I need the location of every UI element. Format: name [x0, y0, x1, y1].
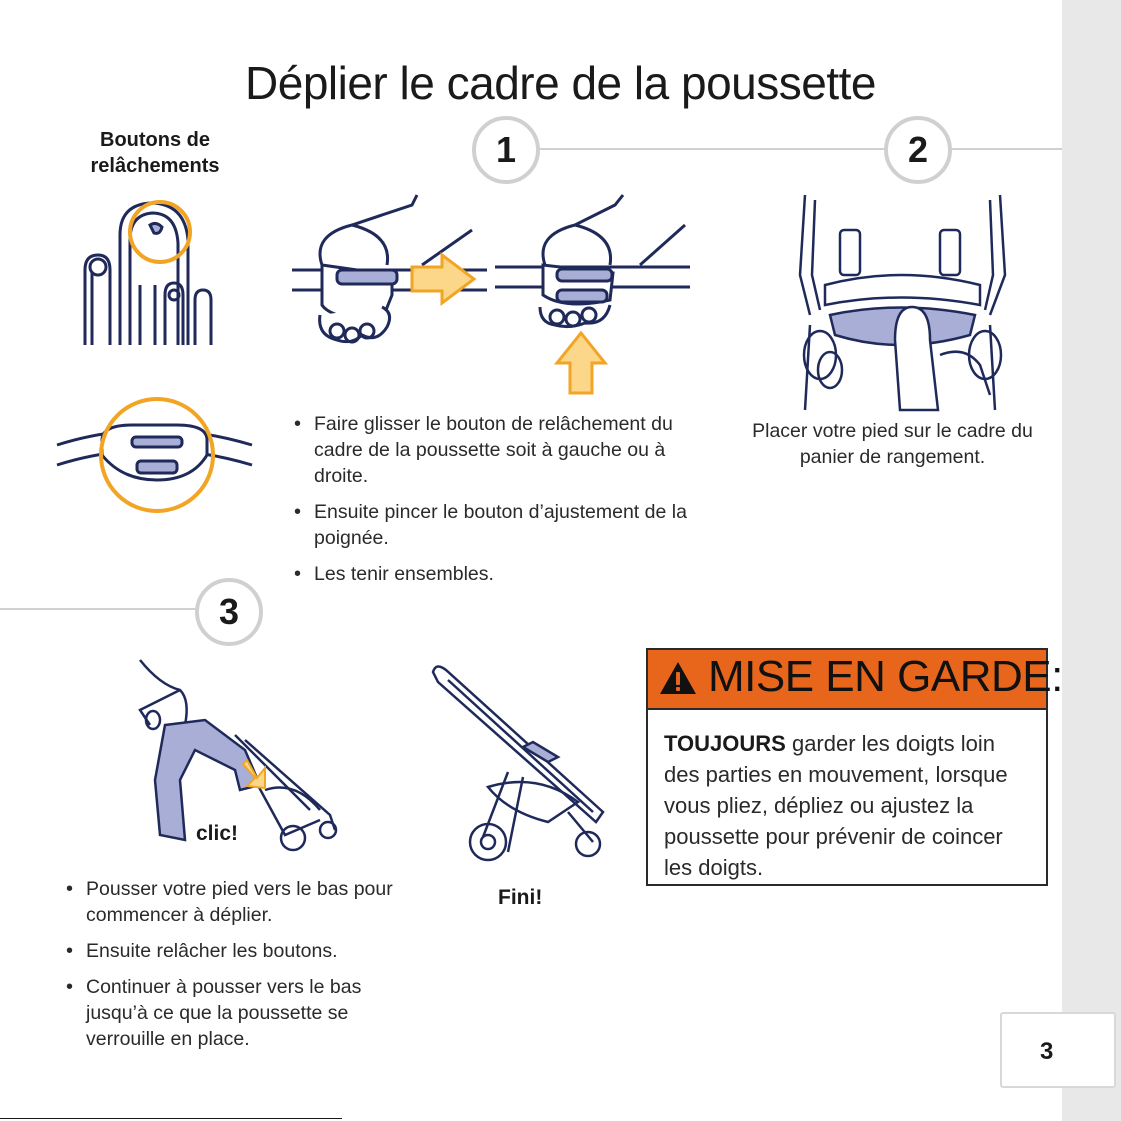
page-number: 3 [1040, 1038, 1054, 1065]
done-label: Fini! [498, 886, 543, 909]
warning-triangle-icon [658, 660, 698, 696]
warning-emphasis: TOUJOURS [664, 731, 786, 756]
step3-push-down-illustration [135, 660, 345, 855]
step1-instruction-item: • Les tenir ensembles. [288, 561, 688, 587]
warning-title: MISE EN GARDE: [708, 652, 1063, 701]
warning-header [648, 650, 1063, 710]
step2-caption: Placer votre pied sur le cadre du panier de rangement. [752, 420, 1033, 468]
release-buttons-label: Boutons de relâchements [90, 129, 220, 177]
page-title: Déplier le cadre de la poussette [245, 57, 876, 109]
release-button-closeup [52, 395, 262, 515]
step1-instructions [288, 411, 688, 597]
click-label: clic! [196, 822, 239, 845]
warning-box [646, 648, 1063, 886]
warning-text [664, 728, 1036, 883]
step2-connector-line [952, 148, 1062, 150]
step3-connector-line [0, 608, 196, 610]
warning-body: garder les doigts loin des parties en mouvement, lorsque vous pliez, dépliez ou ajustez la poussette pour prévenir de coincer les doigts. [664, 731, 1008, 880]
step3-instructions [60, 876, 400, 1062]
folded-frame-illustration [70, 195, 230, 350]
footer-rule [0, 1118, 342, 1119]
step1-hand-slide-illustration [292, 195, 487, 355]
step-3-number: 3 [195, 578, 263, 646]
step3-instruction-item: • Pousser votre pied vers le bas pour commencer à déplier. [60, 876, 400, 928]
page-number-box [1000, 1012, 1116, 1088]
step1-instruction-item: • Faire glisser le bouton de relâchement du cadre de la poussette soit à gauche ou à droite. [288, 411, 688, 489]
step3-instruction-item: • Continuer à pousser vers le bas jusqu’à ce que la poussette se verrouille en place. [60, 974, 400, 1052]
step2-foot-on-basket-illustration [790, 195, 1015, 410]
step-2-number: 2 [884, 116, 952, 184]
step-1-number: 1 [472, 116, 540, 184]
step1-connector-line [540, 148, 886, 150]
step1-instruction-item: • Ensuite pincer le bouton d’ajustement de la poignée. [288, 499, 688, 551]
step1-hand-pinch-illustration [495, 195, 690, 405]
step3-instruction-item: • Ensuite relâcher les boutons. [60, 938, 400, 964]
unfolded-stroller-illustration [428, 662, 618, 867]
side-strip [1062, 0, 1121, 1121]
